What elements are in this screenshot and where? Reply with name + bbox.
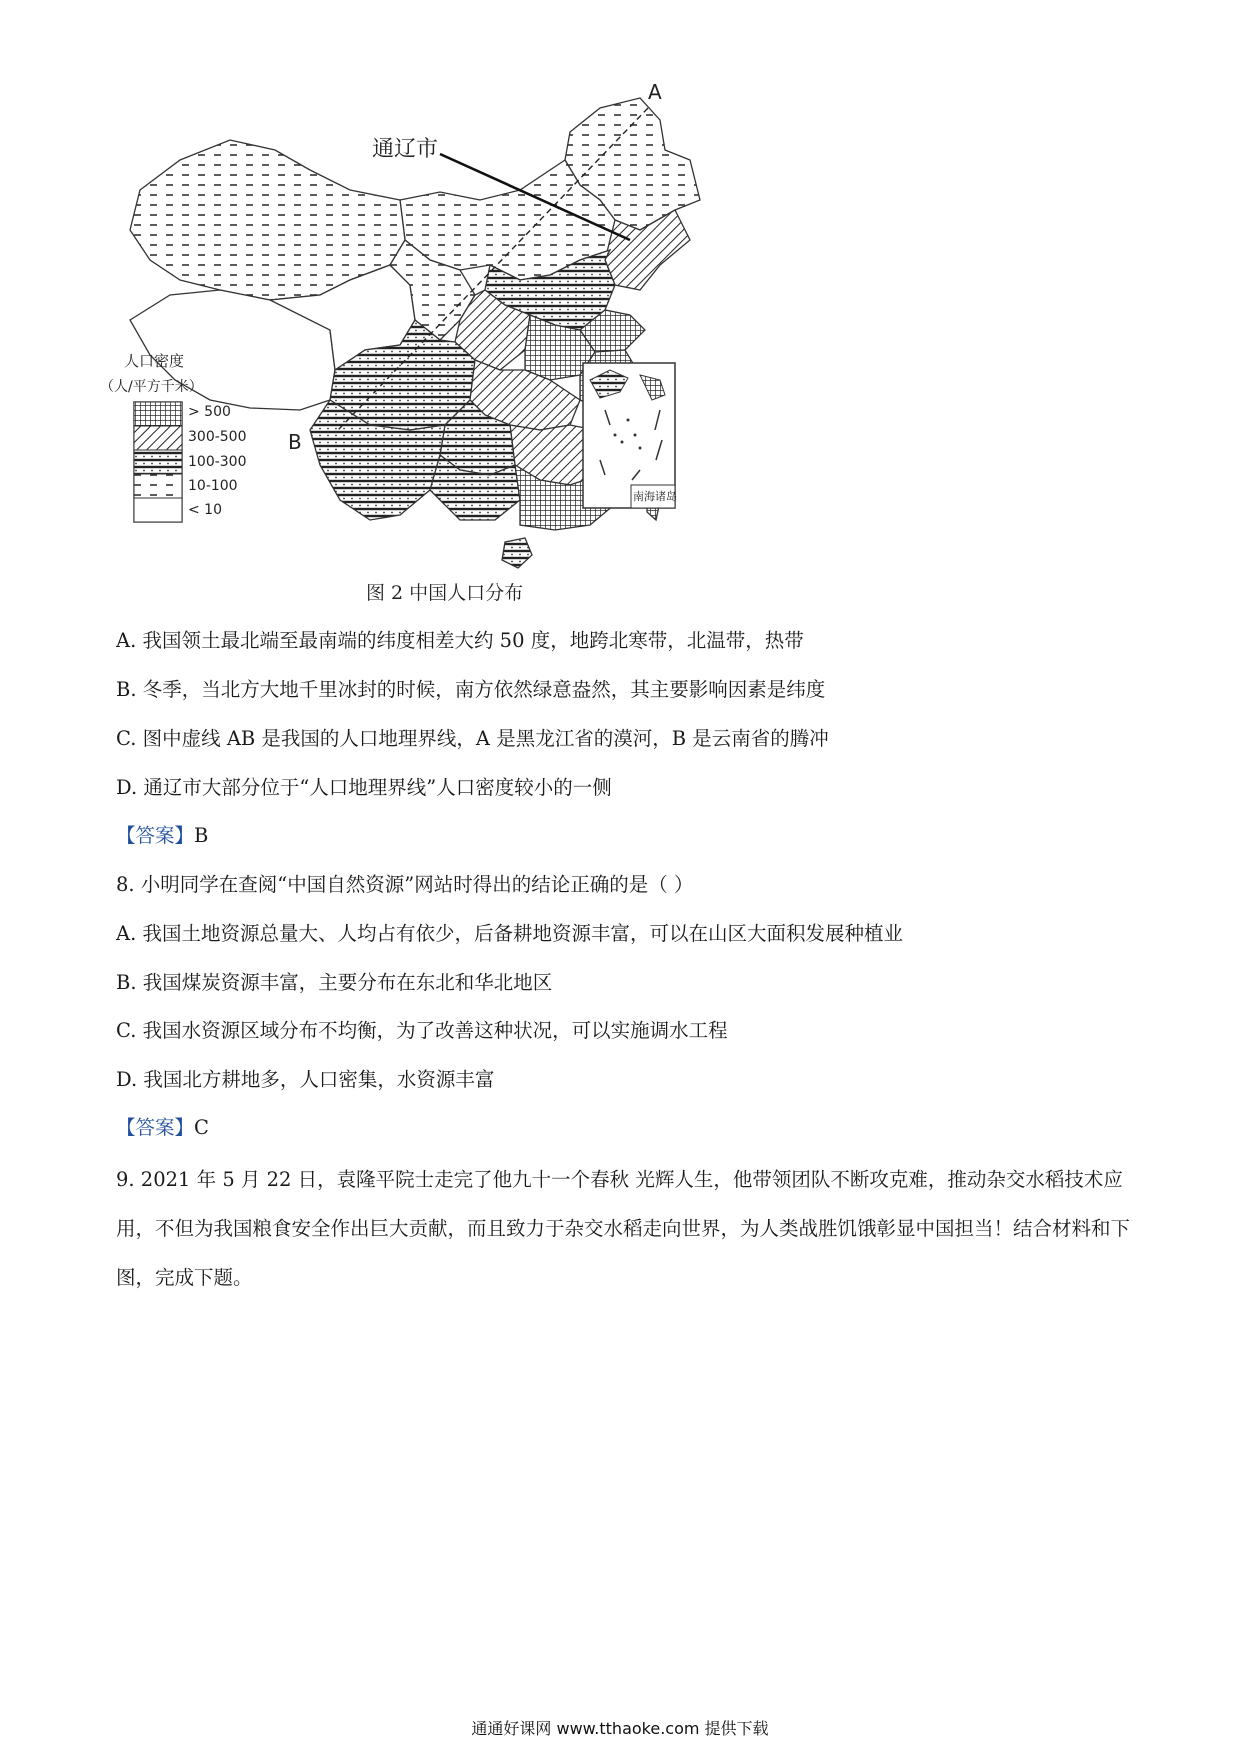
q7-answer — [116, 826, 208, 846]
figure-caption: 图 2 中国人口分布 — [366, 582, 524, 604]
q7-option-b: B. 冬季，当北方大地千里冰封的时候，南方依然绿意盎然，其主要影响因素是纬度 — [116, 678, 826, 701]
legend-title: 人口密度 — [124, 352, 185, 370]
q8-stem: 8. 小明同学在查阅“中国自然资源”网站时得出的结论正确的是（ ） — [116, 873, 694, 896]
q9-stem: 9. 2021 年 5 月 22 日，袁隆平院士走完了他九十一个春秋 光辉人生，他带领团队不断攻克难，推动杂交水稻技术应用，不但为我国粮食安全作出巨大贡献，而且致力于杂交水稻走向世界，为人类战胜饥饿彰显中国担当！结合材料和下图，完成下题。 — [116, 1168, 1131, 1289]
answer-value: C — [194, 1116, 209, 1139]
q8-answer — [116, 1118, 209, 1138]
q8-option-a: A. 我国土地资源总量大、人均占有依少，后备耕地资源丰富，可以在山区大面积发展种植业 — [116, 922, 903, 945]
tongliao-city-label: 通辽市 — [372, 137, 439, 162]
china-map-illustration — [100, 80, 780, 620]
q8-option-d: D. 我国北方耕地多，人口密集，水资源丰富 — [116, 1068, 495, 1091]
answer-value: B — [194, 824, 209, 847]
page-footer: 通通好课网 www.tthaoke.com 提供下载 — [471, 1719, 769, 1738]
q7-option-d: D. 通辽市大部分位于“人口地理界线”人口密度较小的一侧 — [116, 776, 612, 799]
legend-item: 100-300 — [188, 454, 247, 470]
legend-item: 300-500 — [188, 429, 247, 445]
q8-option-b: B. 我国煤炭资源丰富，主要分布在东北和华北地区 — [116, 971, 553, 994]
q7-option-a: A. 我国领土最北端至最南端的纬度相差大约 50 度，地跨北寒带，北温带，热带 — [116, 629, 804, 652]
legend-item: > 500 — [188, 404, 231, 420]
point-a-label: A — [648, 80, 662, 104]
answer-label: 【答案】 — [116, 824, 195, 847]
legend-item: 10-100 — [188, 478, 238, 494]
point-b-label: B — [288, 430, 302, 454]
legend-unit: （人/平方千米） — [100, 379, 203, 395]
q7-option-c: C. 图中虚线 AB 是我国的人口地理界线，A 是黑龙江省的漠河，B 是云南省的腾冲 — [116, 727, 829, 750]
population-map-figure — [100, 80, 780, 620]
q8-option-c: C. 我国水资源区域分布不均衡，为了改善这种状况，可以实施调水工程 — [116, 1019, 728, 1042]
inset-label: 南海诸岛 — [633, 490, 677, 503]
answer-label: 【答案】 — [116, 1116, 195, 1139]
legend-item: < 10 — [188, 502, 222, 518]
